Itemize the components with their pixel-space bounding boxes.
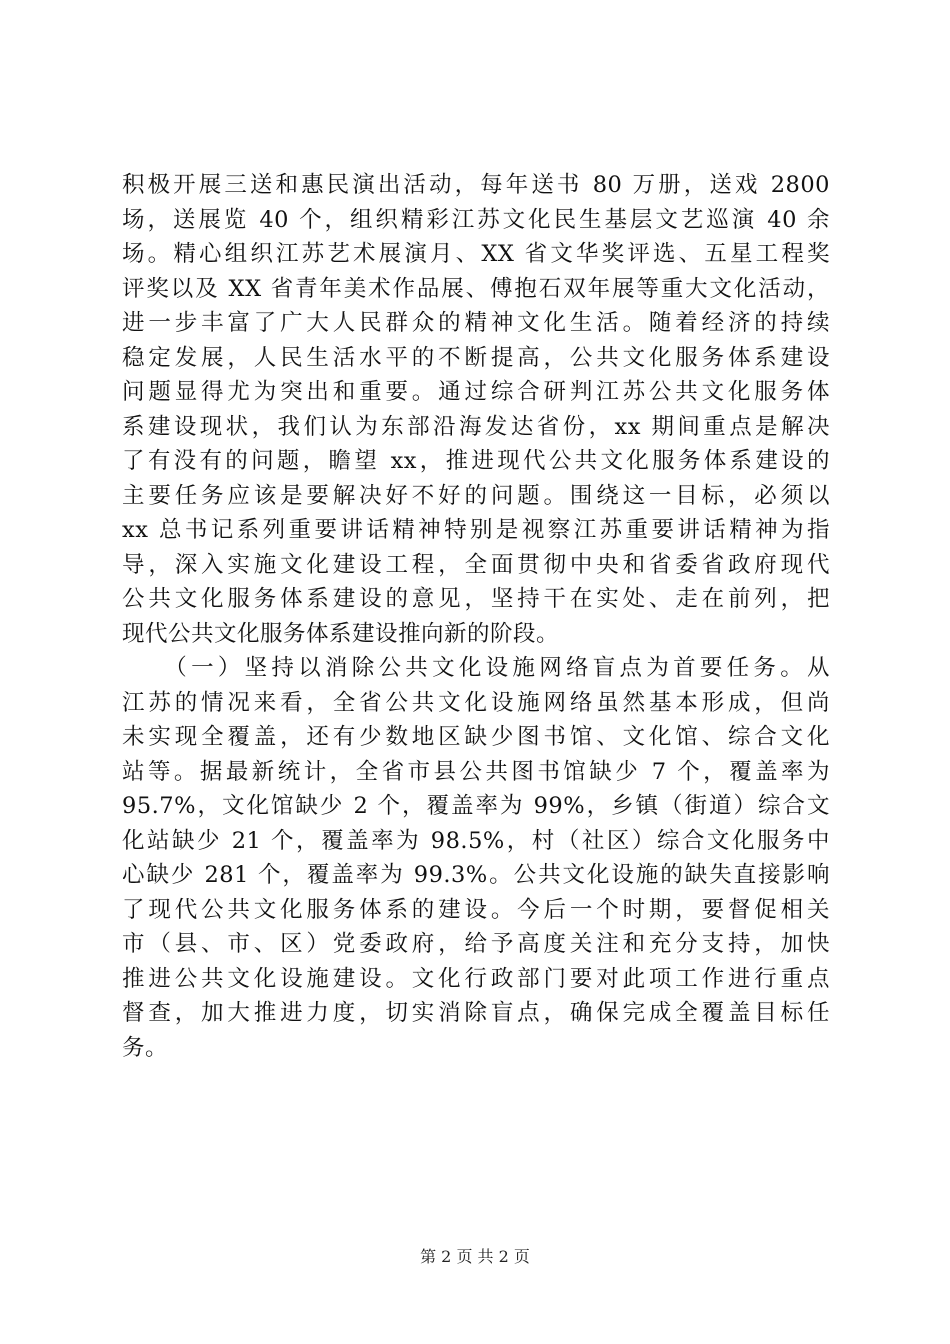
text-line: 务。 xyxy=(122,1034,169,1061)
text-line: 了现代公共文化服务体系的建设。今后一个时期，要督促相关 xyxy=(122,896,830,923)
text-line: 公共文化服务体系建设的意见，坚持干在实处、走在前列，把 xyxy=(122,586,830,612)
text-line: 场。精心组织江苏艺术展演月、XX 省文华奖评选、五星工程奖 xyxy=(122,241,830,267)
text-line: 系建设现状，我们认为东部沿海发达省份，xx 期间重点是解决 xyxy=(122,413,830,440)
text-line: 评奖以及 XX 省青年美术作品展、傅抱石双年展等重大文化活动， xyxy=(122,275,830,302)
text-line: 稳定发展，人民生活水平的不断提高，公共文化服务体系建设 xyxy=(122,344,830,371)
text-line: 95.7%，文化馆缺少 2 个，覆盖率为 99%，乡镇（街道）综合文 xyxy=(122,793,830,819)
text-line: 江苏的情况来看，全省公共文化设施网络虽然基本形成，但尚 xyxy=(122,689,830,716)
text-line: 问题显得尤为突出和重要。通过综合研判江苏公共文化服务体 xyxy=(122,379,830,405)
text-line: 督查，加大推进力度，切实消除盲点，确保完成全覆盖目标任 xyxy=(122,1000,830,1026)
text-line: 进一步丰富了广大人民群众的精神文化生活。随着经济的持续 xyxy=(122,310,830,336)
body-text xyxy=(122,168,830,1065)
page-footer: 第 2 页 共 2 页 xyxy=(420,1247,530,1266)
text-line: 导，深入实施文化建设工程，全面贯彻中央和省委省政府现代 xyxy=(122,551,830,578)
text-line: 了有没有的问题，瞻望 xx，推进现代公共文化服务体系建设的 xyxy=(122,448,830,474)
text-line: xx 总书记系列重要讲话精神特别是视察江苏重要讲话精神为指 xyxy=(122,517,830,543)
text-line: 未实现全覆盖，还有少数地区缺少图书馆、文化馆、综合文化 xyxy=(122,724,830,750)
text-line: 心缺少 281 个，覆盖率为 99.3%。公共文化设施的缺失直接影响 xyxy=(122,862,830,888)
text-line: （一）坚持以消除公共文化设施网络盲点为首要任务。从 xyxy=(122,655,830,681)
text-line: 站等。据最新统计，全省市县公共图书馆缺少 7 个，覆盖率为 xyxy=(122,758,830,785)
text-line: 场，送展览 40 个，组织精彩江苏文化民生基层文艺巡演 40 余 xyxy=(122,206,830,233)
text-line: 化站缺少 21 个，覆盖率为 98.5%，村（社区）综合文化服务中 xyxy=(122,827,830,854)
text-line: 现代公共文化服务体系建设推向新的阶段。 xyxy=(122,620,560,647)
text-line: 积极开展三送和惠民演出活动，每年送书 80 万册，送戏 2800 xyxy=(122,172,830,198)
text-line: 市（县、市、区）党委政府，给予高度关注和充分支持，加快 xyxy=(122,931,830,957)
text-line: 推进公共文化设施建设。文化行政部门要对此项工作进行重点 xyxy=(122,965,830,992)
text-line: 主要任务应该是要解决好不好的问题。围绕这一目标，必须以 xyxy=(122,482,830,509)
